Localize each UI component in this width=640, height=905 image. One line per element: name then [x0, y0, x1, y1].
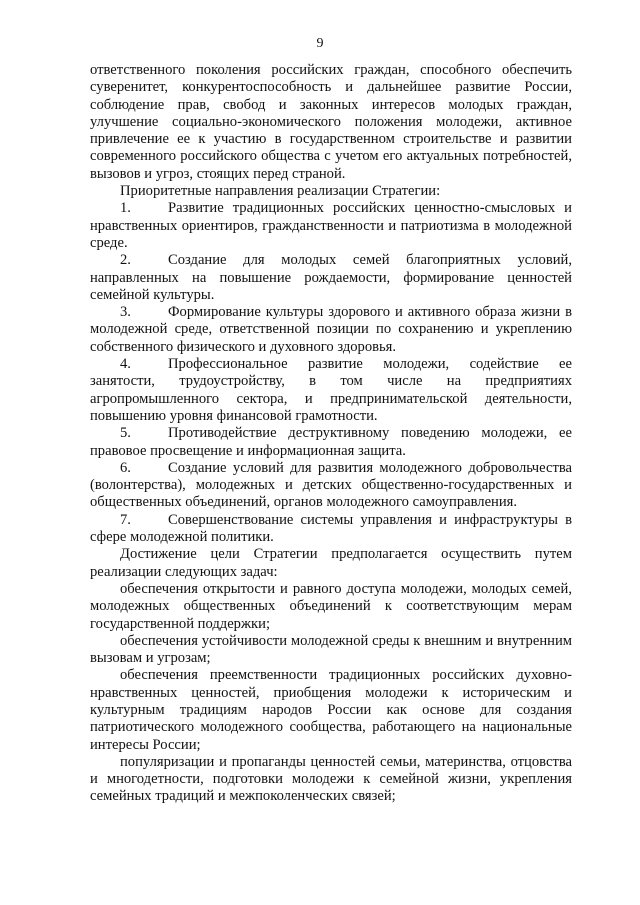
priority-item-1: [90, 200, 572, 252]
priority-item-2: [90, 252, 572, 304]
priority-item-5: [90, 425, 572, 460]
priority-item-6: [90, 460, 572, 512]
task-item-2: обеспечения устойчивости молодежной среды к внешним и внутренним вызовам и угрозам;: [90, 632, 572, 667]
tasks-intro: Достижение цели Стратегии предполагается осуществить путем реализации следующих задач:: [90, 546, 572, 580]
priority-number: 5.: [120, 425, 131, 442]
priority-number: 2.: [120, 252, 131, 269]
task-item-3: обеспечения преемственности традиционных российских духовно-нравственных ценностей, приобщения молодежи к историческим и культурным традициям народов России как основе для создания патриотического молодежного сообщества, работающего на национальные интересы России;: [90, 667, 572, 753]
document-body: [90, 62, 572, 806]
priority-item-7: [90, 512, 572, 547]
priority-item-4: [90, 356, 572, 425]
priority-text: Создание для молодых семей благоприятных условий, направленных на повышение рождаемости, формирование ценностей семейной культуры.: [90, 252, 572, 303]
priority-text: Создание условий для развития молодежного добровольчества (волонтерства), молодежных и детских общественно-государственных и общественных объединений, органов молодежного самоуправления.: [90, 459, 572, 511]
opening-paragraph: ответственного поколения российских граждан, способного обеспечить суверенитет, конкурентоспособность и дальнейшее развитие России, соблюдение прав, свобод и законных интересов молодых граждан, улучшение социально-экономического положения молодежи, активное привлечение ее к участию в государственном строительстве и развитии современного российского общества с учетом его актуальных потребностей, вызовов и угроз, стоящих перед страной.: [90, 62, 572, 182]
priority-item-3: [90, 304, 572, 356]
priority-text: Совершенствование системы управления и инфраструктуры в сфере молодежной политики.: [90, 511, 572, 546]
priority-number: 4.: [120, 356, 131, 373]
task-item-1: обеспечения открытости и равного доступа молодежи, молодых семей, молодежных общественных объединений к соответствующим мерам государственной поддержки;: [90, 580, 572, 632]
priority-number: 3.: [120, 304, 131, 321]
priority-text: Развитие традиционных российских ценностно-смысловых и нравственных ориентиров, гражданственности и патриотизма в молодежной среде.: [90, 200, 572, 251]
priority-text: Формирование культуры здорового и активного образа жизни в молодежной среде, ответственной позиции по сохранению и укреплению собственного физического и духовного здоровья.: [90, 304, 572, 355]
priority-number: 7.: [120, 511, 131, 528]
priority-text: Противодействие деструктивному поведению молодежи, ее правовое просвещение и информационная защита.: [90, 425, 572, 459]
page-number: 9: [316, 36, 324, 51]
priority-number: 1.: [120, 200, 131, 217]
priority-number: 6.: [120, 459, 131, 476]
priorities-intro: Приоритетные направления реализации Стратегии:: [120, 183, 441, 200]
task-item-4: популяризации и пропаганды ценностей семьи, материнства, отцовства и многодетности, подготовки молодежи к семейной жизни, укрепления семейных традиций и межпоколенческих связей;: [90, 753, 572, 805]
priority-text: Профессиональное развитие молодежи, содействие ее занятости, трудоустройству, в том числе на предприятиях агропромышленного сектора, и предпринимательской деятельности, повышению уровня финансовой грамотности.: [90, 356, 572, 424]
